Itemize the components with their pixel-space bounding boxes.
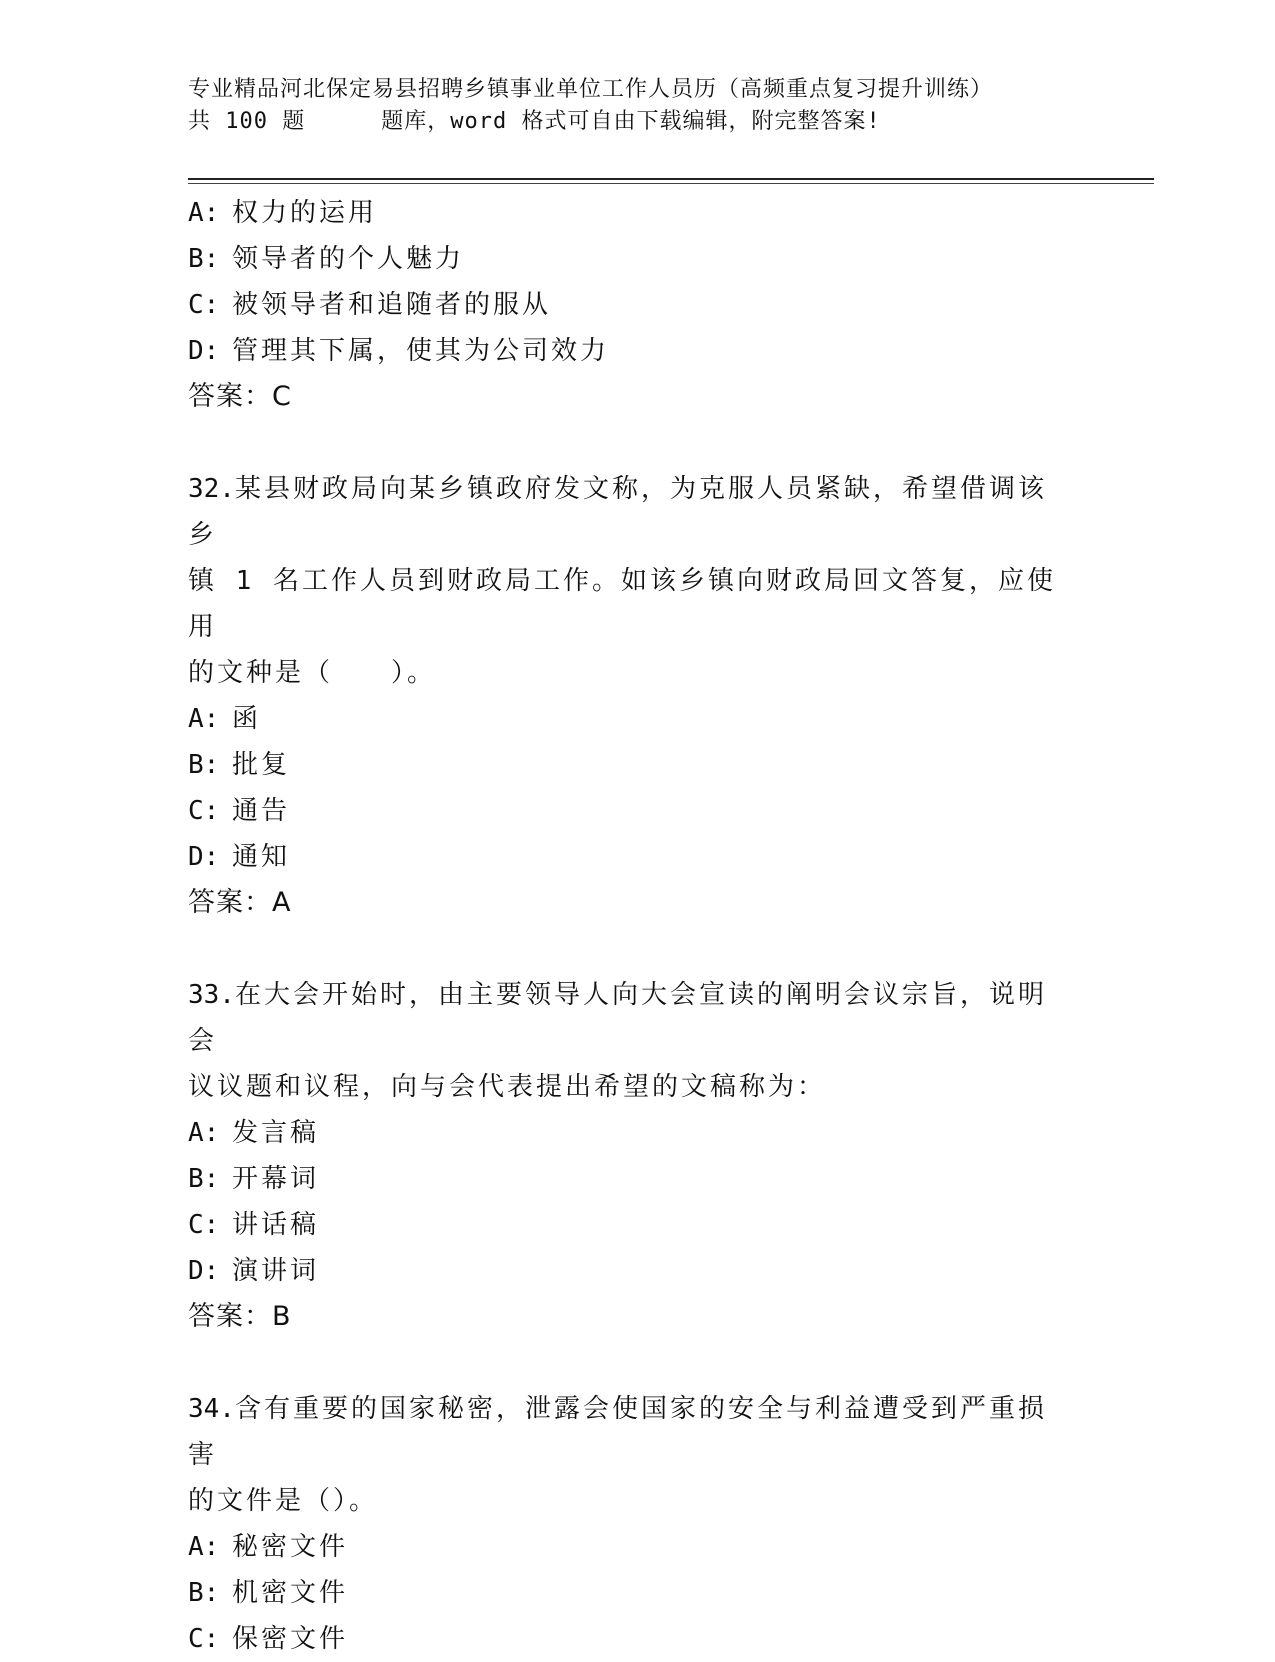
option-letter: A: bbox=[188, 1118, 220, 1148]
option-b bbox=[188, 742, 1088, 788]
option-text: 管理其下属，使其为公司效力 bbox=[232, 336, 610, 366]
option-text: 函 bbox=[232, 704, 262, 734]
question-block-33 bbox=[188, 972, 1088, 1340]
option-d bbox=[188, 328, 1088, 374]
option-b bbox=[188, 1570, 1088, 1616]
option-letter: A: bbox=[188, 704, 220, 734]
option-a bbox=[188, 1110, 1088, 1156]
option-letter: B: bbox=[188, 1164, 220, 1194]
option-letter: D: bbox=[188, 336, 220, 366]
question-stem-line: 的文种是（ ）。 bbox=[188, 658, 437, 688]
option-letter: B: bbox=[188, 244, 220, 274]
option-text: 演讲词 bbox=[232, 1256, 320, 1286]
option-c bbox=[188, 1202, 1088, 1248]
question-text: 含有重要的国家秘密，泄露会使国家的安全与利益遭受到严重损害 bbox=[188, 1394, 1047, 1470]
option-b bbox=[188, 236, 1088, 282]
option-c bbox=[188, 1616, 1088, 1662]
option-a bbox=[188, 696, 1088, 742]
question-number: 32. bbox=[188, 474, 235, 504]
option-text: 机密文件 bbox=[232, 1578, 349, 1608]
question-stem bbox=[188, 1386, 1068, 1524]
answer-line: 答案：B bbox=[188, 1301, 292, 1332]
option-text: 被领导者和追随者的服从 bbox=[232, 290, 552, 320]
question-stem-line bbox=[188, 972, 1068, 1064]
option-c bbox=[188, 788, 1088, 834]
question-text: 某县财政局向某乡镇政府发文称，为克服人员紧缺，希望借调该乡 bbox=[188, 474, 1047, 550]
question-text: 在大会开始时，由主要领导人向大会宣读的阐明会议宗旨，说明会 bbox=[188, 980, 1047, 1056]
option-b bbox=[188, 1156, 1088, 1202]
option-text: 通告 bbox=[232, 796, 291, 826]
question-stem bbox=[188, 466, 1068, 696]
document-header bbox=[188, 74, 1148, 138]
option-letter: D: bbox=[188, 1256, 220, 1286]
question-stem-line: 的文件是（）。 bbox=[188, 1486, 379, 1516]
option-letter: A: bbox=[188, 1532, 220, 1562]
question-block-34 bbox=[188, 1386, 1088, 1662]
option-text: 权力的运用 bbox=[232, 198, 378, 228]
question-count: 共 100 题 bbox=[188, 109, 306, 134]
option-text: 保密文件 bbox=[232, 1624, 349, 1654]
option-letter: C: bbox=[188, 290, 220, 320]
option-a bbox=[188, 190, 1088, 236]
question-block-31 bbox=[188, 190, 1088, 420]
option-c bbox=[188, 282, 1088, 328]
question-content bbox=[188, 190, 1088, 1662]
question-stem bbox=[188, 972, 1068, 1110]
option-letter: D: bbox=[188, 842, 220, 872]
option-letter: C: bbox=[188, 796, 220, 826]
option-a bbox=[188, 1524, 1088, 1570]
option-letter: A: bbox=[188, 198, 220, 228]
answer-line: 答案：A bbox=[188, 887, 292, 918]
header-title-line: 专业精品河北保定易县招聘乡镇事业单位工作人员历（高频重点复习提升训练） bbox=[188, 77, 994, 102]
option-text: 讲话稿 bbox=[232, 1210, 320, 1240]
question-number: 33. bbox=[188, 980, 235, 1010]
question-stem-line: 议议题和议程，向与会代表提出希望的文稿称为： bbox=[188, 1072, 827, 1102]
header-divider-thin bbox=[188, 183, 1154, 184]
question-stem-line bbox=[188, 466, 1068, 558]
option-text: 通知 bbox=[232, 842, 291, 872]
question-stem-line: 镇 1 名工作人员到财政局工作。如该乡镇向财政局回文答复，应使用 bbox=[188, 566, 1056, 642]
question-block-32 bbox=[188, 466, 1088, 926]
question-stem-line bbox=[188, 1386, 1068, 1478]
option-text: 批复 bbox=[232, 750, 291, 780]
option-letter: B: bbox=[188, 750, 220, 780]
answer-line: 答案：C bbox=[188, 381, 292, 412]
option-letter: C: bbox=[188, 1624, 220, 1654]
option-text: 秘密文件 bbox=[232, 1532, 349, 1562]
option-text: 发言稿 bbox=[232, 1118, 320, 1148]
header-subtitle-line bbox=[188, 106, 1148, 138]
header-divider-thick bbox=[188, 178, 1154, 180]
option-text: 领导者的个人魅力 bbox=[232, 244, 465, 274]
question-number: 34. bbox=[188, 1394, 235, 1424]
option-d bbox=[188, 1248, 1088, 1294]
option-letter: B: bbox=[188, 1578, 220, 1608]
option-text: 开幕词 bbox=[232, 1164, 320, 1194]
option-letter: C: bbox=[188, 1210, 220, 1240]
header-note: 题库，word 格式可自由下载编辑，附完整答案! bbox=[381, 109, 881, 134]
option-d bbox=[188, 834, 1088, 880]
